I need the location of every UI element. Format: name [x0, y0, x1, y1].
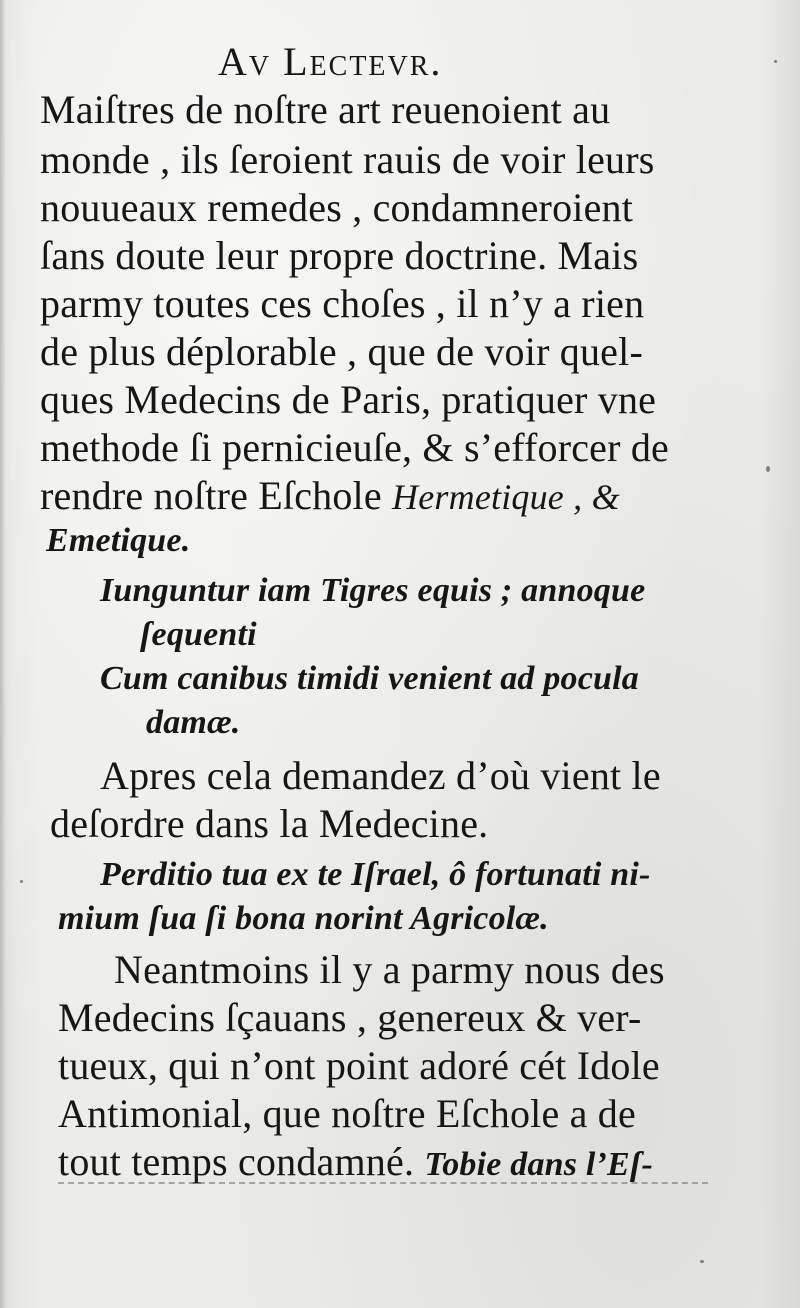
text-line-9-roman: rendre noſtre Eſchole: [40, 473, 393, 518]
text-line-17-roman: tout temps condamné.: [58, 1139, 425, 1184]
text-line-9-italic: Hermetique , &: [392, 477, 620, 517]
quote-line-1: Perditio tua ex te Iſrael, ô fortunati ni-: [100, 856, 651, 893]
text-line-6: de plus déplorable , que de voir quel-: [40, 329, 643, 374]
text-line-13: Neantmoins il y a parmy nous des: [114, 947, 665, 992]
text-line-3: nouueaux remedes , condamneroient: [40, 185, 634, 230]
text-line-5: parmy toutes ces choſes , il n’y a rien: [40, 281, 645, 326]
text-line-9: [40, 473, 620, 518]
text-line-4: ſans doute leur propre doctrine. Mais: [40, 233, 639, 278]
verse-line-3: Cum canibus timidi venient ad pocula: [100, 660, 639, 697]
text-line-10: Emetique.: [46, 522, 191, 559]
verse-line-2: ſequenti: [140, 616, 257, 653]
text-line-15: tueux, qui n’ont point adoré cét Idole: [58, 1043, 660, 1088]
text-line-17: [58, 1139, 653, 1184]
page-edge-shadow: [0, 0, 6, 1308]
ink-speck: [700, 1260, 704, 1263]
text-line-14: Medecins ſçauans , genereux & ver-: [58, 995, 642, 1040]
ink-speck: [774, 60, 777, 63]
bottom-dashed-rule: [58, 1182, 708, 1184]
quote-line-2: mium ſua ſi bona norint Agricolæ.: [58, 900, 549, 937]
ink-speck: [20, 880, 23, 883]
text-line-11: Apres cela demandez d’où vient le: [100, 753, 661, 798]
text-line-16: Antimonial, que noſtre Eſchole a de: [58, 1091, 636, 1136]
text-line-1: Maiſtres de noſtre art reuenoient au: [40, 87, 611, 132]
ink-speck: [766, 466, 770, 472]
text-line-7: ques Medecins de Paris, pratiquer vne: [40, 377, 657, 422]
text-line-8: methode ſi pernicieuſe, & s’efforcer de: [40, 425, 670, 470]
verse-line-1: Iunguntur iam Tigres equis ; annoque: [100, 572, 646, 609]
text-line-2: monde , ils ſeroient rauis de voir leurs: [40, 137, 655, 182]
text-line-17-italic: Tobie dans l’Eſ-: [424, 1146, 653, 1183]
running-header: Av Lectevr.: [218, 39, 443, 84]
text-line-12: deſordre dans la Medecine.: [50, 801, 489, 846]
verse-line-4: damæ.: [146, 704, 241, 741]
